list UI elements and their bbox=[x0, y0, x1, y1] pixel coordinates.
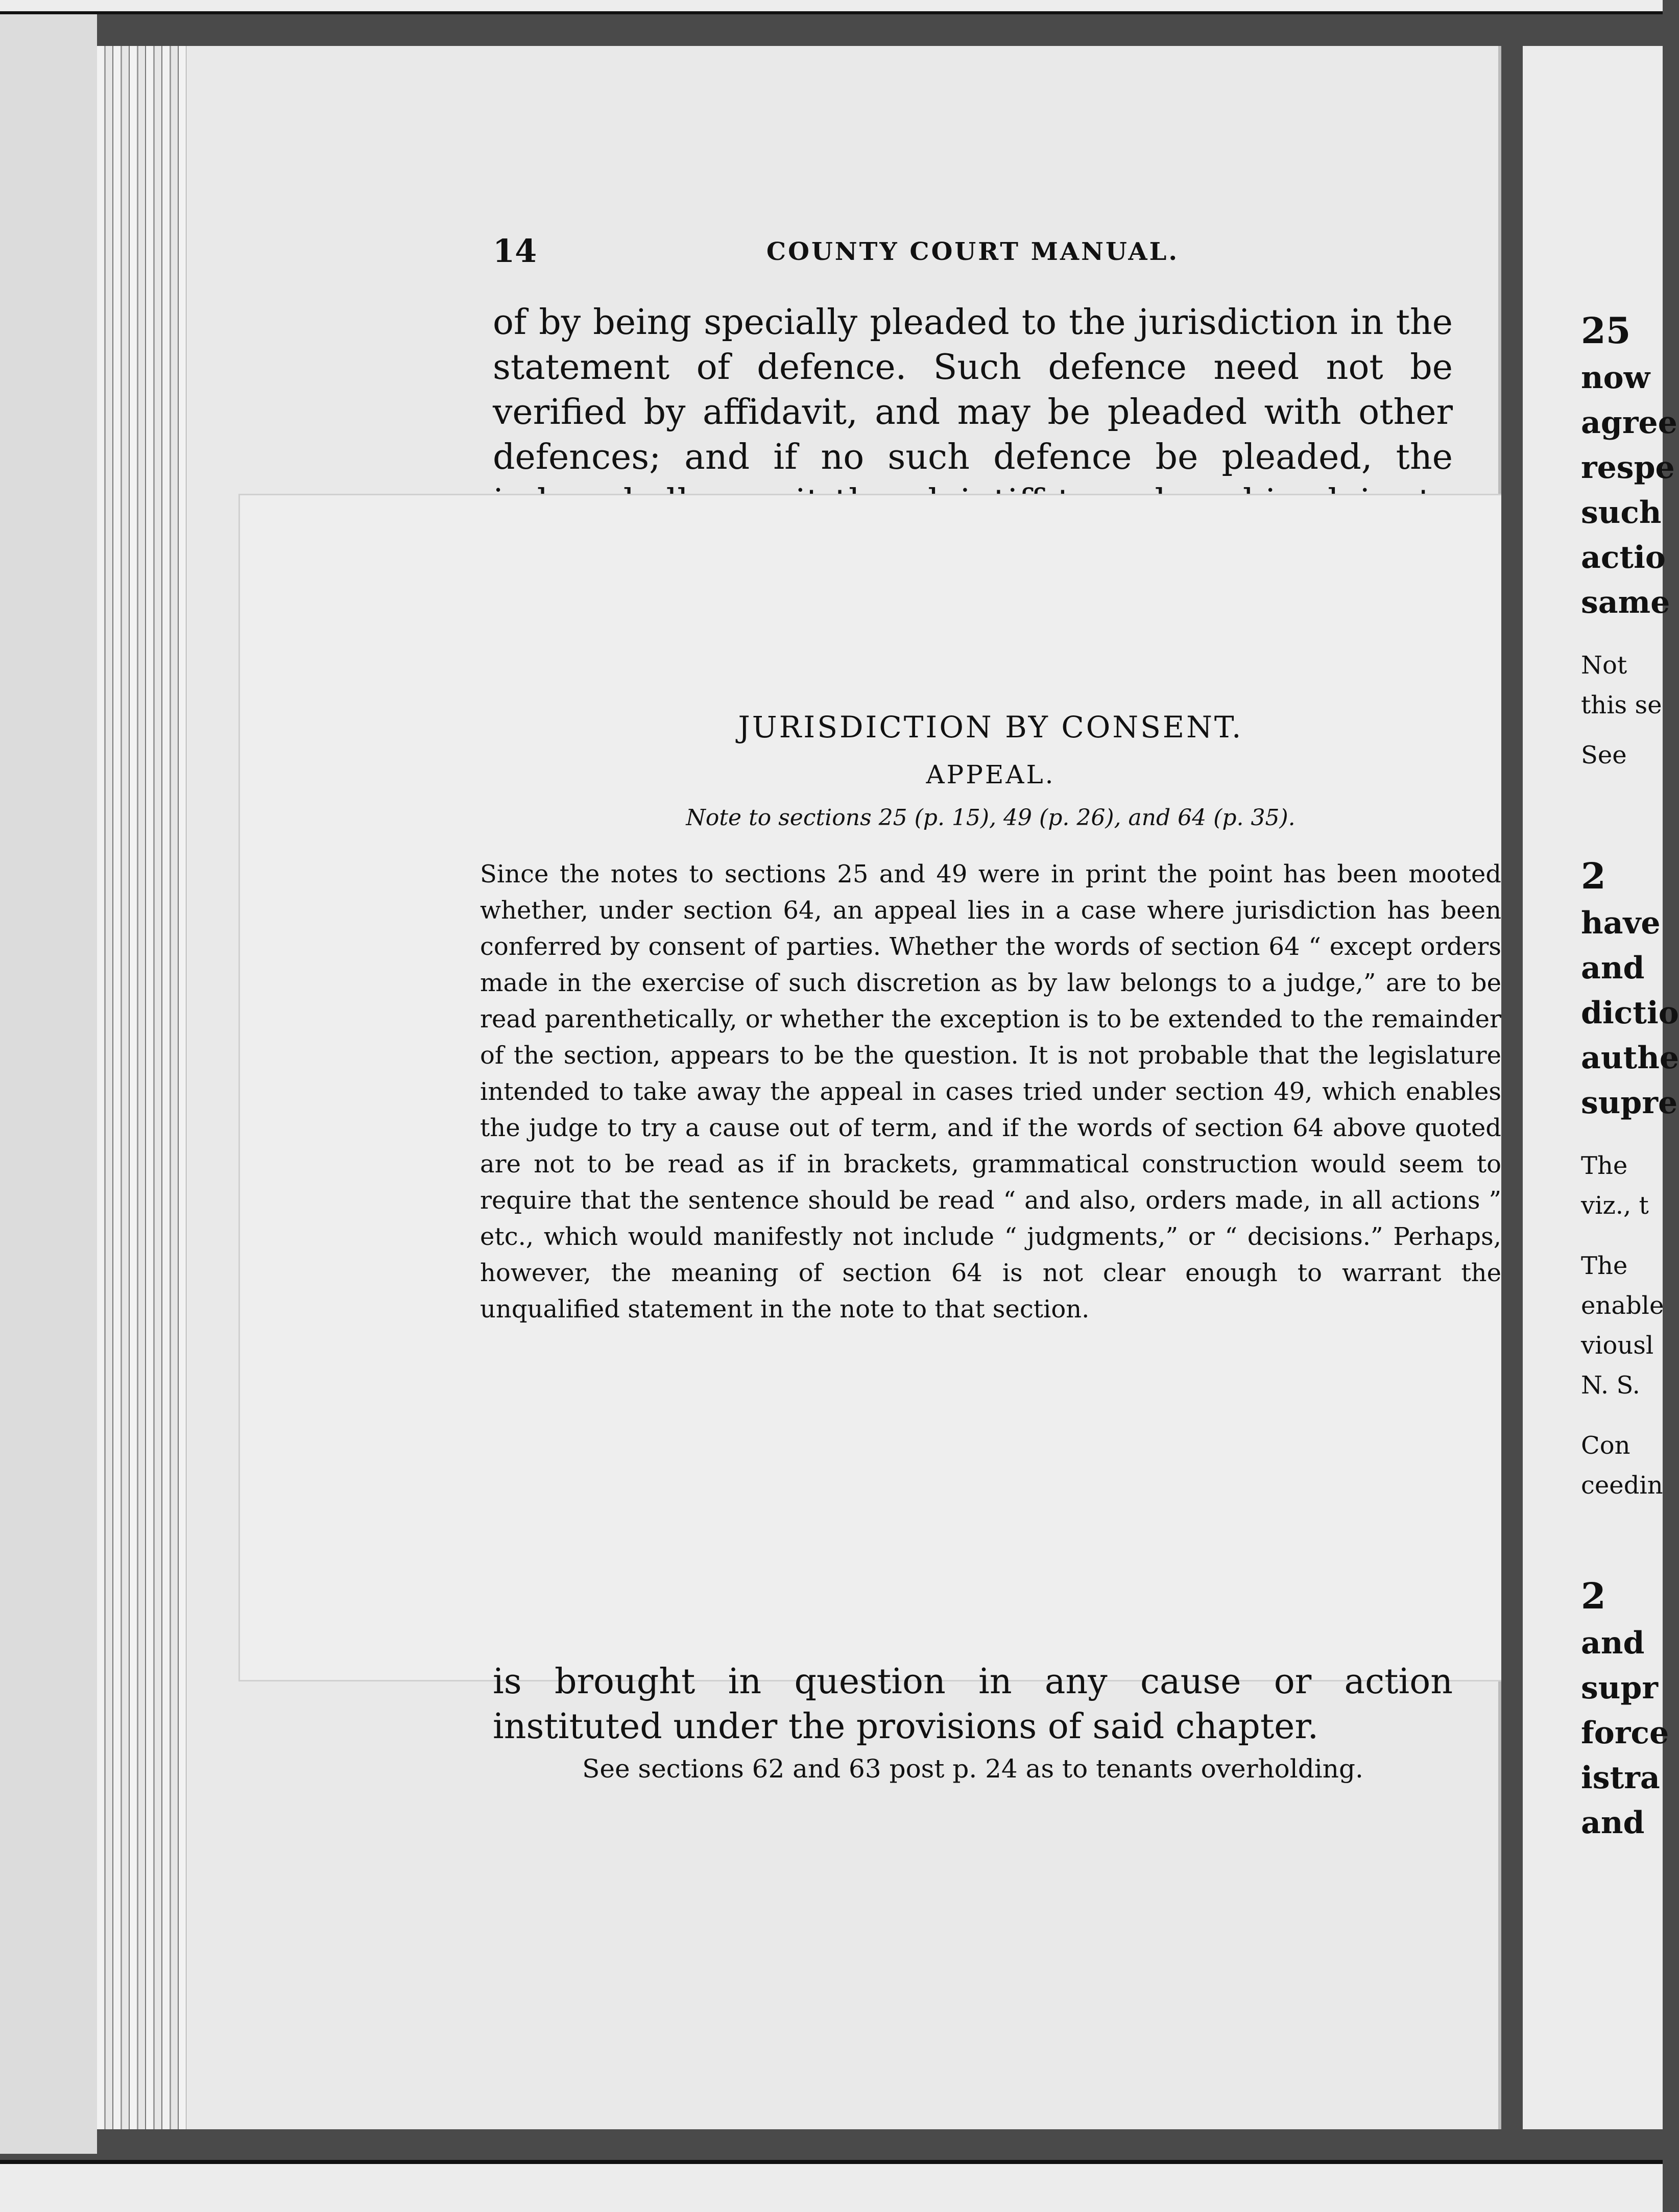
right-page-line: viz., t bbox=[1581, 1191, 1649, 1220]
page-edges bbox=[97, 46, 186, 2129]
right-page-line: Not bbox=[1581, 651, 1627, 680]
right-page-line: 2 bbox=[1581, 1575, 1606, 1617]
right-page-line: actio bbox=[1581, 540, 1666, 575]
film-strip-top bbox=[0, 0, 1663, 14]
right-page-line: N. S. bbox=[1581, 1371, 1640, 1400]
page-header bbox=[493, 227, 1453, 273]
film-strip-left bbox=[0, 14, 97, 2154]
right-page-line: force bbox=[1581, 1715, 1669, 1751]
body-paragraph-bottom: is brought in question in any cause or action instituted under the provisions of said chapter. bbox=[493, 1662, 1453, 1747]
insert-text: Since the notes to sections 25 and 49 were in print the point has been mooted whether, under section 64, an appeal lies in a case where jurisdiction has been conferred by consent of parties. Whether the words of section 64 “ except orders made in the exercise of such discretion as by law belongs to a judge,” are to be read parenthetically, or whether the exception is to be extended to the remainder of the section, appears to be the question. It is not probable that the legislature intended to take away the appeal in cases tried under section 49, which enables the judge to try a cause out of term, and if the words of section 64 above quoted are not to be read as if in brackets, grammatical construction would seem to require that the sentence should be read “ and also, orders made, in all actions ” etc., which would manifestly not include “ judgments,” or “ decisions.” Perhaps, however, the meaning of section 64 is not clear enough to warrant the unqualified statement in the note to that section. bbox=[480, 860, 1501, 1324]
right-page-line: dictio bbox=[1581, 995, 1679, 1031]
right-page-line: supr bbox=[1581, 1670, 1658, 1706]
pasted-insert-slip bbox=[240, 495, 1522, 1680]
body-text-bottom bbox=[493, 1660, 1453, 1749]
right-page-line: authe bbox=[1581, 1040, 1679, 1076]
insert-content bbox=[480, 710, 1501, 1328]
right-page-line: 2 bbox=[1581, 855, 1606, 897]
right-page-line: same bbox=[1581, 585, 1670, 620]
right-page-line: The bbox=[1581, 1252, 1628, 1280]
book-gutter bbox=[1501, 46, 1523, 2129]
right-page-line: The bbox=[1581, 1151, 1628, 1180]
right-page-line: supre bbox=[1581, 1085, 1678, 1121]
bottom-note: See sections 62 and 63 post p. 24 as to tenants overholding. bbox=[582, 1754, 1363, 1784]
right-page-line: ceedin bbox=[1581, 1471, 1663, 1500]
right-page-line: enable bbox=[1581, 1291, 1664, 1320]
right-page-line: respe bbox=[1581, 450, 1675, 486]
running-title: COUNTY COURT MANUAL. bbox=[766, 237, 1180, 266]
right-page-line: agree bbox=[1581, 405, 1677, 441]
right-page-line: viousl bbox=[1581, 1331, 1654, 1360]
right-page-text bbox=[1581, 306, 1679, 1845]
right-page-line: 25 bbox=[1581, 309, 1631, 352]
film-strip-bottom bbox=[0, 2160, 1663, 2212]
page-number: 14 bbox=[493, 232, 537, 270]
right-page-line: this se bbox=[1581, 691, 1662, 719]
right-page-line: and bbox=[1581, 1625, 1645, 1661]
insert-subtitle: APPEAL. bbox=[926, 760, 1056, 789]
right-page-line: Con bbox=[1581, 1431, 1630, 1460]
right-page-line: have bbox=[1581, 905, 1661, 941]
right-page-line: such bbox=[1581, 495, 1662, 531]
right-page-line: now bbox=[1581, 360, 1650, 396]
right-page-line: and bbox=[1581, 950, 1645, 986]
right-page-line: istra bbox=[1581, 1760, 1660, 1796]
insert-reference: Note to sections 25 (p. 15), 49 (p. 26), and 64 (p. 35). bbox=[686, 805, 1296, 831]
insert-title: JURISDICTION BY CONSENT. bbox=[738, 710, 1243, 744]
right-page-line: and bbox=[1581, 1805, 1645, 1841]
body-paragraph-top: of by being specially pleaded to the jurisdiction in the statement of defence. Such defence need not be verified by affidavit, and may be pleaded with other defences; and if no such defence be pleaded, the bbox=[493, 302, 1453, 477]
right-page-line: See bbox=[1581, 741, 1627, 770]
